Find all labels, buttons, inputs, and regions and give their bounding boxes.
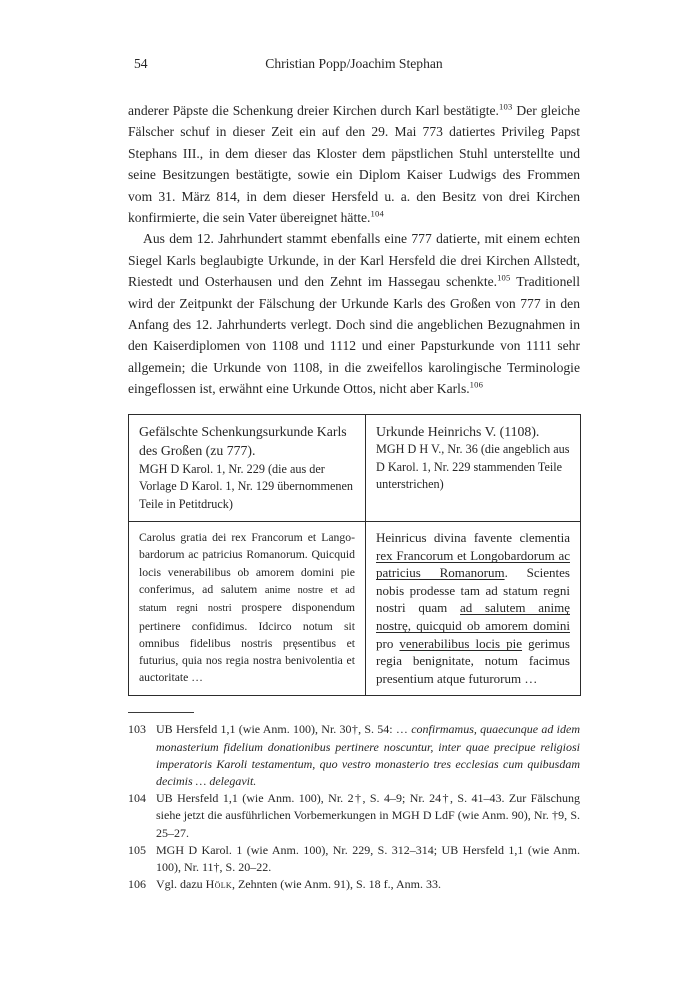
- footnote-number: 103: [128, 722, 146, 737]
- footnotes-section: [128, 721, 580, 893]
- running-head-authors: Christian Popp/Joachim Stephan: [265, 56, 443, 71]
- footnote-106: [128, 876, 580, 893]
- footnote-separator-rule: [128, 712, 194, 713]
- footnote-104: [128, 790, 580, 842]
- table-header-right-note: MGH D H V., Nr. 36 (die angeblich aus D Karol. 1, Nr. 229 stammenden Teile unterstrichen): [376, 442, 570, 492]
- footnote-text: UB Hersfeld 1,1 (wie Anm. 100), Nr. 2†, S. 4–9; Nr. 24†, S. 41–43. Zur Fälschung siehe jetzt die ausführlichen Vorbemerkungen in MGH D LdF (wie Anm. 90), Nr. †9, S. 25–27.: [156, 791, 580, 840]
- footnote-105: [128, 842, 580, 876]
- table-header-left-note: MGH D Karol. 1, Nr. 229 (die aus der Vorlage D Karol. 1, Nr. 129 übernommenen Teile in Petitdruck): [139, 461, 354, 511]
- paragraph-2: Aus dem 12. Jahrhundert stammt ebenfalls eine 777 datierte, mit einem echten Siegel Karls beglaubigte Urkunde, in der Karl Hersfeld die drei Kirchen Allstedt, Riestedt und Osterhausen und den Zehnt im Hassegau schenkte.$^{105}$ Traditionell wird der Zeitpunkt der Fälschung der Urkunde Karls des Großen von 777 in den Anfang des 12. Jahrhunderts verlegt. Doch sind die angeblichen Bezugnahmen in den Kaiserdiplomen von 1108 und 1112 und einer Papsturkunde von 1111 sehr allgemein; die Urkunde von 1108, in die zweifellos karolingische Terminologie eingeflossen ist, erwähnt eine Urkunde Ottos, nicht aber Karls.$^{106}$: [128, 231, 580, 397]
- table-header-left: [129, 415, 366, 522]
- table-header-left-title: Gefälschte Schenkungsurkunde Karls des Großen (zu 777).: [139, 423, 347, 459]
- table-body-right-latin-text: Heinricus divina favente clementia rex Francorum et Longobardorum ac patricius Romanorum. Scientes nobis prodesse tam ad statum regni nostri quam ad salutem animę nostrę, quicquid ob amorem domini pro venerabilibus locis pie gerimus regia benignitate, notum facimus presentium atque futurorum …: [376, 530, 570, 686]
- table-header-right-title: Urkunde Heinrichs V. (1108).: [376, 423, 540, 439]
- running-header: [128, 56, 580, 74]
- footnote-text: UB Hersfeld 1,1 (wie Anm. 100), Nr. 30†, S. 54: … confirmamus, quaecunque ad idem monasterium fidelium donationibus pertinere noscuntur, inter quae precipue religiosi imperatoris Karoli testamentum, quo vestro monasterio tres ecclesias cum quibusdam decimis … delegavit.: [156, 722, 580, 789]
- comparison-table: [128, 414, 581, 697]
- footnote-text: MGH D Karol. 1 (wie Anm. 100), Nr. 229, S. 312–314; UB Hersfeld 1,1 (wie Anm. 100), Nr. 11†, S. 20–22.: [156, 842, 580, 875]
- paragraph-1: anderer Päpste die Schenkung dreier Kirchen durch Karl bestätigte.$^{103}$ Der gleiche Fälscher schuf in dieser Zeit ein auf den 29. Mai 773 datiertes Privileg Papst Stephans III., in dem dieser das Kloster dem päpstlichen Stuhl unterstellte und seine Besitzungen bestätigte, sowie ein Diplom Kaiser Ludwigs des Frommen vom 31. März 814, in dem dieser Hersfeld u. a. den Besitz von drei Kirchen konfirmierte, die sein Vater übereignet hätte.$^{104}$: [128, 101, 580, 226]
- footnote-number: 104: [128, 791, 146, 806]
- footnote-103: [128, 721, 580, 790]
- page-number: 54: [134, 56, 148, 71]
- footnote-number: 106: [128, 877, 146, 892]
- table-header-right: [366, 415, 580, 522]
- footnote-text: Vgl. dazu Hölk, Zehnten (wie Anm. 91), S. 18 f., Anm. 33.: [156, 877, 441, 892]
- footnote-number: 105: [128, 842, 146, 857]
- table-body-left-latin-text: Carolus gratia dei rex Francorum et Langobardorum ac patricius Romanorum. Quicquid locis venerabilibus ob amorem domini pie conferimus, ad salutem anime nostre et ad statum regni nostri prospere disponendum pertinere confidimus. Idcirco notum sit omnibus fidelibus nostris pręsentibus et futurius, quia nos regia nostra benivolentia et auctoritate …: [129, 522, 366, 695]
